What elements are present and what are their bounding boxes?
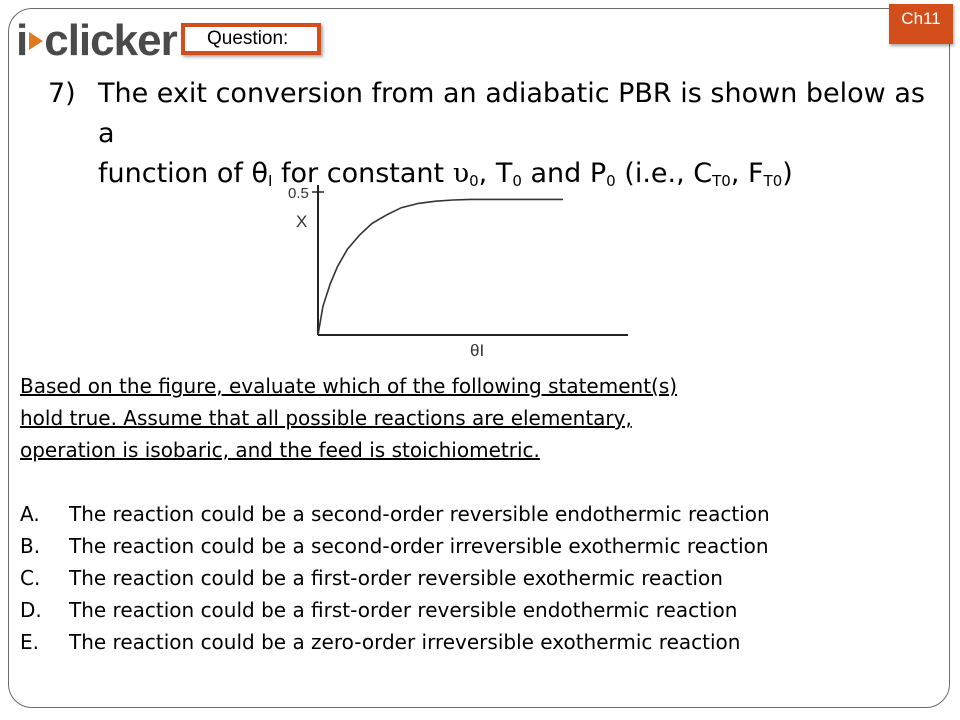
option-a[interactable]: A. The reaction could be a second-order reversible endothermic reaction — [20, 502, 770, 526]
chapter-tag: Ch11 — [889, 4, 953, 44]
y-tick-label: 0.5 — [288, 185, 309, 202]
question-tag: Question: — [181, 23, 321, 55]
option-b[interactable]: B. The reaction could be a second-order irreversible exothermic reaction — [20, 534, 769, 558]
upsilon-symbol: υ — [452, 158, 470, 189]
iclicker-logo — [16, 16, 177, 66]
instructions-line-2: hold true. Assume that all possible reactions are elementary, — [20, 406, 632, 430]
question-line-1: The exit conversion from an adiabatic PBR is shown below as a — [98, 78, 925, 149]
question-number: 7) — [48, 78, 76, 109]
instructions-line-3: operation is isobaric, and the feed is stoichiometric. — [20, 438, 540, 462]
logo-prefix: i — [16, 16, 28, 65]
conversion-curve — [318, 199, 563, 335]
option-e[interactable]: E. The reaction could be a zero-order irreversible exothermic reaction — [20, 630, 741, 654]
option-c[interactable]: C. The reaction could be a first-order reversible exothermic reaction — [20, 566, 723, 590]
play-icon — [29, 32, 43, 50]
instructions-line-1: Based on the figure, evaluate which of the following statement(s) — [20, 374, 678, 398]
x-axis-label: θI — [470, 341, 485, 360]
question-line-2: function of $\theta_I$ for constant $\upsilon_0$, $T_0$ and $P_0$ (i.e., $C_{T0}$, $F_{T0}$) — [98, 158, 793, 190]
instructions — [20, 370, 760, 466]
y-axis-label: X — [296, 212, 308, 231]
answer-options — [20, 498, 940, 658]
logo-text: clicker — [44, 16, 177, 65]
option-d[interactable]: D. The reaction could be a first-order reversible endothermic reaction — [20, 598, 738, 622]
conversion-chart — [270, 170, 650, 370]
